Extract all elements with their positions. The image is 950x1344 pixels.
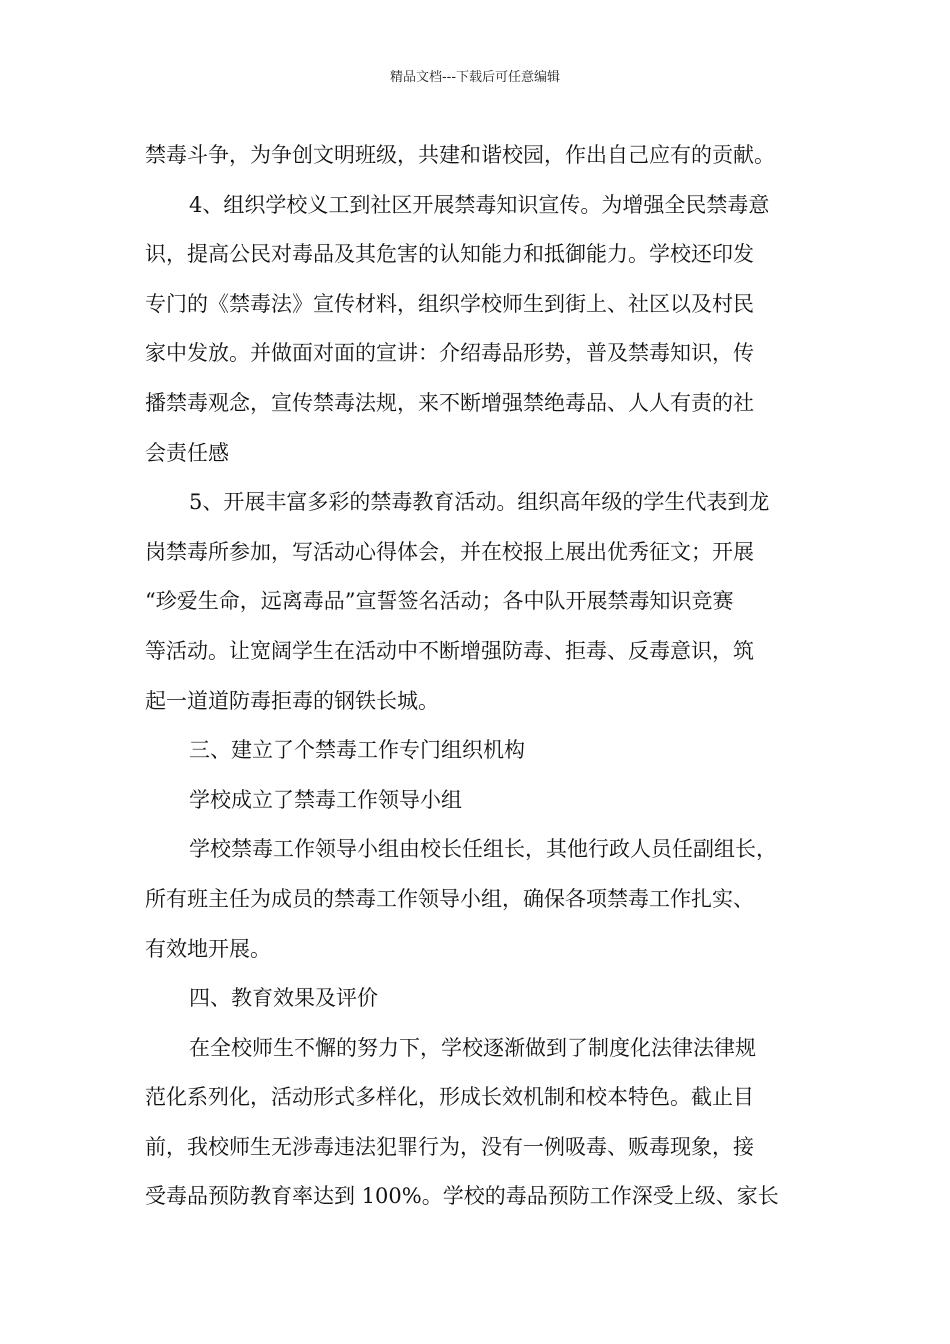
page-header: 精品文档---下载后可任意编辑 xyxy=(389,70,561,85)
document-body xyxy=(145,131,825,1222)
text-line: 5、开展丰富多彩的禁毒教育活动。组织高年级的学生代表到龙 xyxy=(189,490,770,515)
text-line: 等活动。让宽阔学生在活动中不断增强防毒、拒毒、反毒意识，筑 xyxy=(145,638,754,663)
text-line: 禁毒斗争，为争创文明班级，共建和谐校园，作出自己应有的贡献。 xyxy=(145,143,775,167)
text-line: 会责任感 xyxy=(145,440,229,465)
text-line: 所有班主任为成员的禁毒工作领导小组，确保各项禁毒工作扎实、 xyxy=(145,886,754,911)
text-line: 在全校师生不懈的努力下，学校逐渐做到了制度化法律法律规 xyxy=(189,1035,756,1060)
text-line: 有效地开展。 xyxy=(145,936,271,961)
text-line: 学校禁毒工作领导小组由校长任组长，其他行政人员任副组长， xyxy=(189,837,777,862)
text-line: 范化系列化，活动形式多样化，形成长效机制和校本特色。截止目 xyxy=(145,1085,754,1110)
text-line: 播禁毒观念，宣传禁毒法规，来不断增强禁绝毒品、人人有责的社 xyxy=(145,390,754,415)
text-line: 4、组织学校义工到社区开展禁毒知识宣传。为增强全民禁毒意 xyxy=(189,192,770,217)
text-line: 受毒品预防教育率达到 100%。学校的毒品预防工作深受上级、家长 xyxy=(145,1184,779,1209)
text-line: 识，提高公民对毒品及其危害的认知能力和抵御能力。学校还印发 xyxy=(145,242,754,267)
text-line: 起一道道防毒拒毒的钢铁长城。 xyxy=(145,688,439,713)
text-line: 岗禁毒所参加，写活动心得体会，并在校报上展出优秀征文；开展 xyxy=(145,539,754,564)
text-line: 学校成立了禁毒工作领导小组 xyxy=(189,787,462,812)
section-heading: 三、建立了个禁毒工作专门组织机构 xyxy=(189,738,525,763)
text-line: 专门的《禁毒法》宣传材料，组织学校师生到街上、社区以及村民 xyxy=(145,291,754,316)
text-line: 家中发放。并做面对面的宣讲：介绍毒品形势，普及禁毒知识，传 xyxy=(145,341,754,366)
section-heading: 四、教育效果及评价 xyxy=(189,986,378,1011)
text-line: 前，我校师生无涉毒违法犯罪行为，没有一例吸毒、贩毒现象，接 xyxy=(145,1134,754,1159)
text-line: “珍爱生命，远离毒品”宣誓签名活动；各中队开展禁毒知识竞赛 xyxy=(145,589,734,614)
